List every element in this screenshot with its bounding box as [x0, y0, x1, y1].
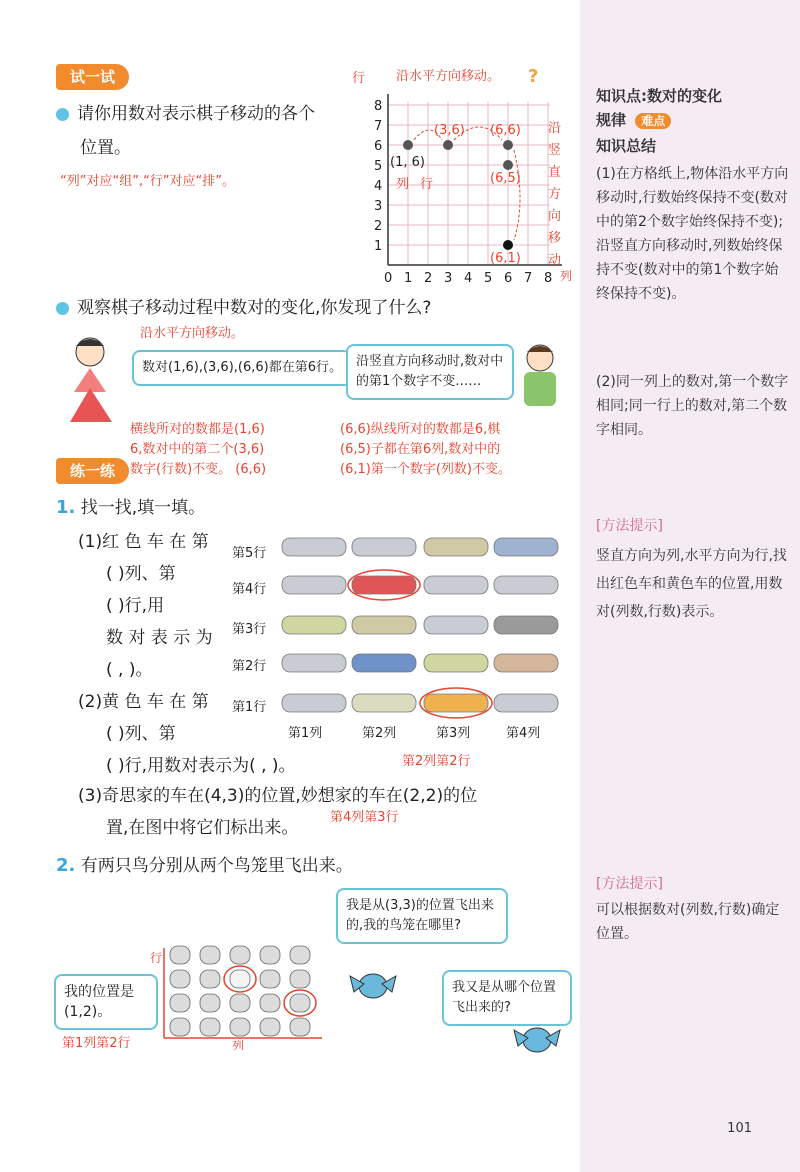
label-6-6: (6,6) [490, 123, 521, 138]
label-lie: 列 [396, 177, 410, 192]
label-3-6: (3,6) [434, 123, 465, 138]
grid-lines [388, 102, 550, 265]
move-arrow-3 [514, 150, 520, 240]
car-1-5 [282, 538, 346, 556]
cage-axis-row: 行 [150, 951, 163, 965]
difficulty-badge: 难点 [635, 113, 671, 129]
y-tick-3: 3 [374, 199, 383, 214]
question-1-line1: 请你用数对表示棋子移动的各个 [56, 100, 315, 128]
girl-speech-bubble: 数对(1,6),(3,6),(6,6)都在第6行。 [132, 350, 352, 386]
label-6-1: (6,1) [490, 251, 521, 266]
right-note: (6,6)纵线所对的数都是6,棋 (6,5)子都在第6列,数对中的 (6,1)第一个数字(列数)不变。 [340, 422, 511, 477]
try-banner: 试一试 [56, 64, 129, 90]
bird1-speech-bubble: 我是从(3,3)的位置飞出来的,我的鸟笼在哪里? [336, 888, 508, 944]
x-tick-8: 8 [544, 271, 553, 286]
car-3-5 [424, 538, 488, 556]
knowledge-point-title-2: 规律 难点 [596, 108, 792, 133]
car-4-2 [494, 654, 558, 672]
y-tick-labels [374, 99, 382, 254]
car-1-1 [282, 694, 346, 712]
yellow-car [424, 694, 488, 712]
piece-1-6 [403, 140, 413, 150]
column-row-note: “列”对应“组”,“行”对应“排”。 [60, 174, 236, 189]
y-tick-1: 1 [374, 239, 383, 254]
piece-6-5 [503, 160, 513, 170]
y-tick-5: 5 [374, 159, 383, 174]
summary-2: (2)同一列上的数对,第一个数字相同;同一行上的数对,第二个数字相同。 [596, 374, 789, 438]
method-hint-2-text: 可以根据数对(列数,行数)确定位置。 [596, 902, 780, 942]
coordinate-grid [350, 62, 580, 292]
cars-drawing [278, 532, 568, 722]
bullet-dot-icon [56, 302, 69, 315]
question-2: 观察棋子移动过程中数对的变化,你发现了什么? [56, 294, 431, 322]
piece-6-6 [503, 140, 513, 150]
piece-3-6 [443, 140, 453, 150]
car-1-4 [282, 576, 346, 594]
bird-1-icon [346, 962, 400, 1006]
summary-1: (1)在方格纸上,物体沿水平方向移动时,行数始终保持不变(数对中的第2个数字始终保持不变);沿竖直方向移动时,列数始终保持不变(数对中的第1个数字始终保持不变)。 [596, 166, 789, 302]
row-label-2: 第2行 [232, 659, 267, 674]
x-tick-3: 3 [444, 271, 453, 286]
item-1-sub3: (3)奇思家的车在(4,3)的位置,妙想家的车在(2,2)的位 置,在图中将它们标出来。 [78, 786, 478, 838]
item-1-sub1: (1)红 色 车 在 第 ( )列、第 ( )行,用 数 对 表 示 为 ( , )。 [78, 532, 213, 680]
col-label-2: 第2列 [362, 726, 397, 741]
col-label-3: 第3列 [436, 726, 471, 741]
bird-2-icon [510, 1016, 564, 1060]
x-tick-7: 7 [524, 271, 533, 286]
page-number: 101 [727, 1121, 752, 1136]
question-mark-icon: ? [528, 66, 539, 87]
item-1-title: 1. 找一找,填一填。 [56, 497, 206, 518]
girl-hint: 沿水平方向移动。 [140, 326, 245, 341]
x-tick-2: 2 [424, 271, 433, 286]
y-tick-8: 8 [374, 99, 383, 114]
cages [170, 946, 310, 1036]
x-tick-0: 0 [384, 271, 393, 286]
car-3-3 [424, 616, 488, 634]
item-2-title: 2. 有两只鸟分别从两个鸟笼里飞出来。 [56, 855, 353, 876]
col-label-1: 第1列 [288, 726, 323, 741]
left-note: 横线所对的数都是(1,6) 6,数对中的第二个(3,6) 数字(行数)不变。 (6,6) [130, 422, 267, 477]
car-4-5 [494, 538, 558, 556]
sub3-hint: 第4列第3行 [330, 810, 399, 825]
my-position-hint: 第1列第2行 [62, 1036, 131, 1051]
car-1-3 [282, 616, 346, 634]
knowledge-point-title: 知识点:数对的变化 [596, 87, 722, 105]
car-2-3 [352, 616, 416, 634]
sub2-hint: 第2列第2行 [402, 754, 471, 769]
cage-axis-col: 列 [232, 1039, 245, 1050]
row-label-5: 第5行 [232, 546, 267, 561]
label-1-6: (1, 6) [390, 155, 425, 170]
bird2-speech-bubble: 我又是从哪个位置飞出来的? [442, 970, 572, 1026]
car-3-2 [424, 654, 488, 672]
red-car [352, 576, 416, 594]
car-4-1 [494, 694, 558, 712]
axis-col-label: 列 [560, 269, 573, 283]
practice-banner: 练一练 [56, 458, 129, 484]
grid-hint-vertical: 沿竖直方向移动 [548, 121, 562, 268]
boy-illustration [510, 340, 574, 420]
x-tick-5: 5 [484, 271, 493, 286]
car-2-2 [352, 654, 416, 672]
method-hint-1-text: 竖直方向为列,水平方向为行,找出红色车和黄色车的位置,用数对(列数,行数)表示。 [596, 548, 787, 620]
x-tick-6: 6 [504, 271, 513, 286]
label-6-5: (6,5) [490, 171, 521, 186]
y-tick-2: 2 [374, 219, 383, 234]
car-1-2 [282, 654, 346, 672]
col-label-4: 第4列 [506, 726, 541, 741]
car-3-4 [424, 576, 488, 594]
car-4-3 [494, 616, 558, 634]
bird-cage-grid [150, 940, 330, 1050]
x-tick-labels [384, 271, 552, 286]
car-2-5 [352, 538, 416, 556]
method-hint-2-head: [方法提示] [596, 876, 663, 892]
item-1-sub2: (2)黄 色 车 在 第 ( )列、第 ( )行,用数对表示为( , )。 [78, 692, 296, 776]
y-tick-7: 7 [374, 119, 383, 134]
car-4-4 [494, 576, 558, 594]
summary-head: 知识总结 [596, 137, 657, 155]
row-label-4: 第4行 [232, 582, 267, 597]
y-tick-6: 6 [374, 139, 383, 154]
x-tick-1: 1 [404, 271, 413, 286]
girl-illustration [56, 332, 128, 424]
y-tick-4: 4 [374, 179, 383, 194]
row-label-3: 第3行 [232, 622, 267, 637]
boy-speech-bubble: 沿竖直方向移动时,数对中的第1个数字不变…… [346, 344, 514, 400]
method-hint-1-head: [方法提示] [596, 518, 663, 534]
axis-row-label: 行 [352, 71, 366, 86]
row-label-1: 第1行 [232, 700, 267, 715]
label-hang: 行 [420, 177, 434, 192]
grid-hint-horizontal: 沿水平方向移动。 [396, 69, 501, 84]
piece-6-1 [503, 240, 513, 250]
car-2-1 [352, 694, 416, 712]
x-tick-4: 4 [464, 271, 473, 286]
my-position-bubble: 我的位置是 (1,2)。 [54, 974, 158, 1030]
bullet-dot-icon [56, 108, 69, 121]
question-1-line2: 位置。 [80, 138, 131, 158]
